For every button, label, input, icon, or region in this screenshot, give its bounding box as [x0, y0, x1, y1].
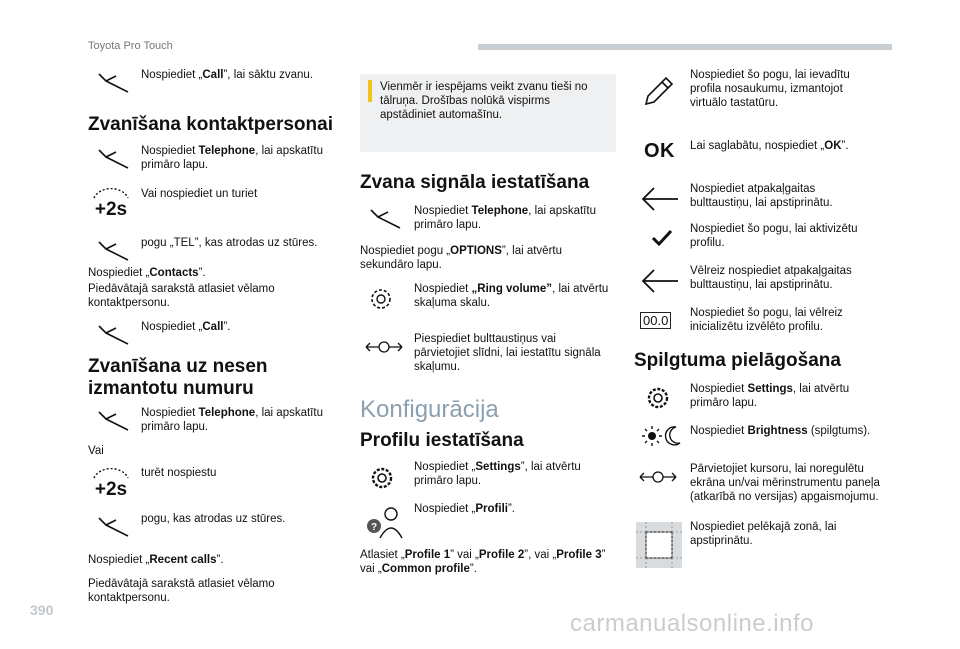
svg-text:+2s: +2s — [94, 199, 128, 220]
ok-icon: OK — [644, 140, 675, 162]
profile-icon — [364, 504, 408, 540]
grey-zone-icon — [636, 522, 682, 568]
pointer-icon — [96, 410, 132, 432]
p-settings-bright: Nospiediet Settings, lai atvērtu primāro lapu. — [690, 383, 850, 409]
info-note-text: Vienmēr ir iespējams veikt zvanu tieši no tālruņa. Drošības nolūkā vispirms apstādiniet automašīnu. — [380, 81, 588, 121]
p-hold2: turēt nospiestu — [141, 467, 217, 479]
gear-icon — [366, 284, 396, 314]
hold-2s-icon — [88, 468, 134, 502]
p-cursor: Pārvietojiet kursoru, lai noregulētu ekrāna un/vai mērinstrumentu paneļa (atkarībā no versijas) apgaismojumu. — [690, 463, 880, 503]
p-call2: Nospiediet „Call”. — [141, 321, 231, 333]
p-hold: Vai nospiediet un turiet — [141, 188, 258, 200]
slider-icon — [364, 338, 404, 356]
pointer-icon — [368, 208, 404, 230]
back-arrow-icon — [640, 266, 680, 296]
svg-text:+2s: +2s — [94, 479, 128, 500]
heading-profiles: Profilu iestatīšana — [360, 430, 524, 451]
heading-ring: Zvana signāla iestatīšana — [360, 172, 590, 193]
p-grey: Nospiediet pelēkajā zonā, lai apstiprinātu. — [690, 521, 837, 547]
p-tel-button: pogu „TEL”, kas atrodas uz stūres. — [141, 237, 318, 249]
p-options: Nospiediet pogu „OPTIONS”, lai atvērtu sekundāro lapu. — [360, 245, 562, 271]
p-ringvol: Nospiediet „Ring volume”, lai atvērtu skaļuma skalu. — [414, 283, 609, 309]
pointer-icon — [96, 148, 132, 170]
p-btn2: pogu, kas atrodas uz stūres. — [141, 513, 286, 525]
settings-gear-icon — [644, 384, 672, 412]
header-bar — [478, 44, 892, 50]
sun-moon-icon — [640, 424, 684, 448]
p-ok: Lai saglabātu, nospiediet „OK”. — [690, 140, 849, 152]
p-check: Nospiediet šo pogu, lai aktivizētu profilu. — [690, 223, 858, 249]
p-or: Vai — [88, 445, 104, 457]
p-brightness: Nospiediet Brightness (spilgtums). — [690, 425, 871, 437]
watermark: carmanualsonline.info — [570, 610, 814, 637]
heading-config: Konfigurācija — [360, 396, 499, 423]
p-back1: Nospiediet atpakaļgaitas bulttaustiņu, lai apstiprinātu. — [690, 183, 833, 209]
pointer-icon — [96, 72, 132, 94]
p-select-profile: Atlasiet „Profile 1” vai „Profile 2”, vai „Profile 3” vai „Common profile”. — [360, 549, 606, 575]
p-profili: Nospiediet „Profili”. — [414, 503, 515, 515]
heading-brightness: Spilgtuma pielāgošana — [634, 350, 841, 371]
page-number: 390 — [30, 602, 54, 618]
p-select1: Piedāvātajā sarakstā atlasiet vēlamo kontaktpersonu. — [88, 283, 275, 309]
checkmark-icon — [650, 228, 674, 248]
settings-gear-icon — [368, 464, 396, 492]
pointer-icon — [96, 240, 132, 262]
p-select2: Piedāvātajā sarakstā atlasiet vēlamo kontaktpersonu. — [88, 578, 275, 604]
p-pen: Nospiediet šo pogu, lai ievadītu profila nosaukumu, izmantojot virtuālo tastatūru. — [690, 69, 850, 109]
heading-contact: Zvanīšana kontaktpersonai — [88, 114, 333, 135]
svg-text:?: ? — [370, 522, 378, 533]
pointer-icon — [96, 324, 132, 346]
pencil-icon — [640, 74, 676, 110]
p-tel2: Nospiediet Telephone, lai apskatītu primāro lapu. — [141, 407, 323, 433]
reset-icon: 00.0 — [640, 312, 671, 329]
pointer-icon — [96, 516, 132, 538]
p-call: Nospiediet „Call”, lai sāktu zvanu. — [141, 69, 313, 81]
hold-2s-icon — [88, 188, 134, 222]
p-reset: Nospiediet šo pogu, lai vēlreiz inicializētu izvēlēto profilu. — [690, 307, 843, 333]
p-tel1: Nospiediet Telephone, lai apskatītu primāro lapu. — [141, 145, 323, 171]
header-title: Toyota Pro Touch — [88, 40, 173, 52]
slider-icon — [638, 468, 678, 486]
p-contacts: Nospiediet „Contacts”. — [88, 267, 206, 279]
back-arrow-icon — [640, 184, 680, 214]
info-note-marker — [368, 80, 372, 102]
p-settings: Nospiediet „Settings”, lai atvērtu primāro lapu. — [414, 461, 581, 487]
p-recent: Nospiediet „Recent calls”. — [88, 554, 224, 566]
heading-recent: Zvanīšana uz nesen izmantotu numuru — [88, 356, 268, 399]
p-tel: Nospiediet Telephone, lai apskatītu primāro lapu. — [414, 205, 596, 231]
p-slider: Piespiediet bulttaustiņus vai pārvietojiet slīdni, lai iestatītu signāla skaļumu. — [414, 333, 601, 373]
p-back2: Vēlreiz nospiediet atpakaļgaitas bulttaustiņu, lai apstiprinātu. — [690, 265, 852, 291]
